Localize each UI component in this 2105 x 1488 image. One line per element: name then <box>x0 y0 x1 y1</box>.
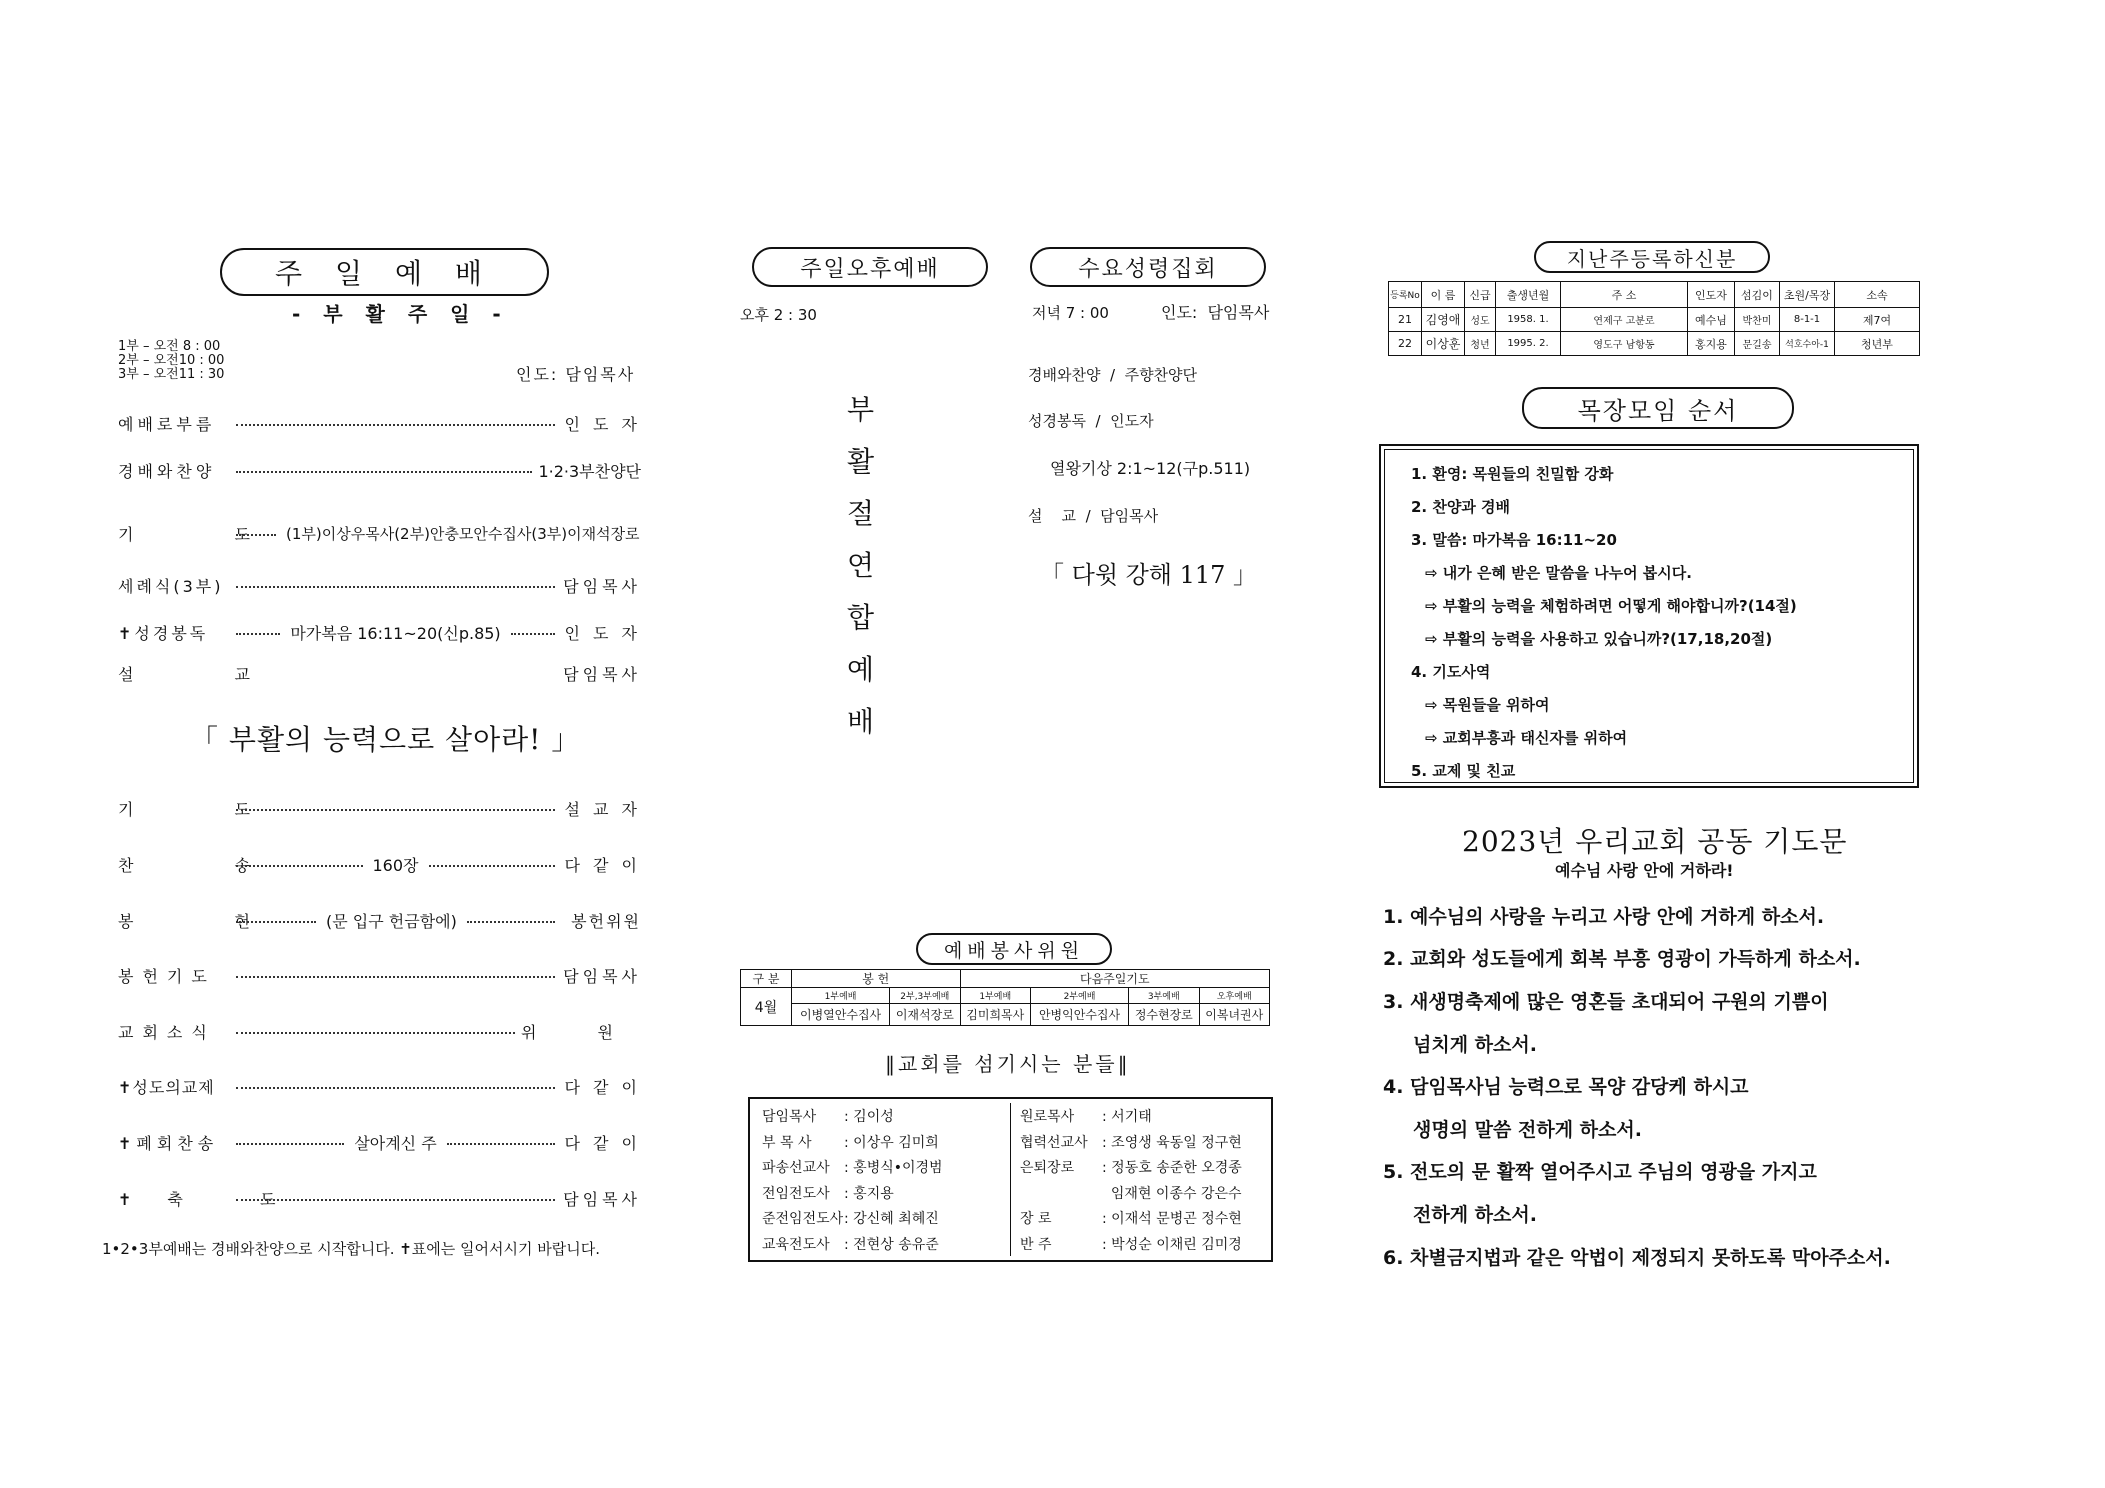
order-label: ✝폐회찬송 <box>118 1133 219 1153</box>
order-row-offering-prayer <box>118 961 641 989</box>
order-label: ✝성경봉독 <box>118 623 209 643</box>
header-cell: 신급 <box>1465 282 1496 308</box>
cell: 정수현장로 <box>1129 1004 1199 1026</box>
service-time-2: 2부 – 오전10 : 00 <box>118 353 225 368</box>
order-row-prayer2 <box>118 794 641 822</box>
order-label: 경배와찬양 <box>118 461 216 481</box>
order-middle: (문 입구 헌금함에) <box>326 911 457 931</box>
order-right: 다 같 이 <box>564 855 641 875</box>
staff-row: 원로목사 : 서기태 <box>1020 1109 1152 1125</box>
list-item: ⇨ 목원들을 위하여 <box>1425 696 1550 714</box>
staff-row: 교육전도사 : 전현상 송유준 <box>762 1236 939 1253</box>
list-item: ⇨ 부활의 능력을 사용하고 있습니까?(17,18,20절) <box>1425 630 1773 648</box>
sunday-worship-subtitle: - 부 활 주 일 - <box>292 302 509 326</box>
wednesday-leader: 인도: 담임목사 <box>1161 303 1270 322</box>
prayer-line-6: 6. 차별금지법과 같은 악법이 제정되지 못하도록 막아주소서. <box>1383 1247 1891 1269</box>
wednesday-item-3: 열왕기상 2:1~12(구p.511) <box>1050 459 1251 478</box>
order-row-benediction <box>118 1184 641 1212</box>
wednesday-item-4: 설 교 / 담임목사 <box>1028 507 1159 525</box>
cell: 3부예배 <box>1129 988 1199 1004</box>
month-cell: 4월 <box>741 988 792 1026</box>
cell: 이재석장로 <box>890 1004 960 1026</box>
cell: 이복녀권사 <box>1199 1004 1269 1026</box>
cell: 봉 헌 <box>792 970 961 988</box>
staff-row: 장 로 : 이재석 문병곤 정수현 <box>1020 1211 1242 1227</box>
prayer-line-5b: 전하게 하소서. <box>1413 1204 1537 1226</box>
vertical-char: 연 <box>847 549 875 582</box>
cell-meeting-box <box>1379 444 1919 788</box>
order-label: 설 교 <box>118 664 298 684</box>
order-row-news <box>118 1017 641 1045</box>
header-cell: 출생년월 <box>1496 282 1561 308</box>
order-label: 기 도 <box>118 524 298 544</box>
order-row-offering <box>118 906 641 934</box>
list-item: ⇨ 교회부흥과 태신자를 위하여 <box>1425 729 1628 747</box>
order-right: 인 도 자 <box>564 623 642 643</box>
newcomers-table <box>1388 281 1920 356</box>
list-item: ⇨ 내가 은혜 받은 말씀을 나누어 봅시다. <box>1425 564 1692 582</box>
staff-row: 은퇴장로 : 정동호 송준한 오경종 <box>1020 1160 1242 1176</box>
wednesday-item-2: 성경봉독 / 인도자 <box>1028 412 1154 430</box>
cell: 김미희목사 <box>960 1004 1030 1026</box>
newcomers-title-text: 지난주등록하신분 <box>1566 246 1738 271</box>
sunday-worship-title <box>220 248 549 296</box>
vertical-char: 합 <box>847 601 875 634</box>
order-middle: (1부)이상우목사(2부)안충모안수집사(3부)이재석장로 <box>286 524 640 543</box>
header-cell: 이 름 <box>1422 282 1465 308</box>
sunday-sermon-title: 「 부활의 능력으로 살아라! 」 <box>190 723 581 756</box>
order-row-hymn <box>118 850 641 878</box>
list-item: ⇨ 부활의 능력을 체험하려면 어떻게 해야합니까?(14절) <box>1425 597 1797 615</box>
prayer-line-3: 3. 새생명축제에 많은 영혼들 초대되어 구원의 기쁨이 <box>1383 991 1829 1013</box>
sunday-leader: 인도: 담임목사 <box>516 365 636 384</box>
vertical-char: 활 <box>847 445 875 478</box>
cell-meeting-list <box>1411 458 1797 788</box>
header-cell: 등록No <box>1389 282 1422 308</box>
header-cell: 주 소 <box>1561 282 1688 308</box>
afternoon-vertical-title <box>847 388 874 740</box>
service-committee-title-text: 예배봉사위원 <box>943 939 1085 962</box>
cell: 구 분 <box>741 970 792 988</box>
cell: 1부예배 <box>960 988 1030 1004</box>
table-row: 21 김영애 성도 1958. 1. 연제구 고분로 예수님 박찬미 8-1-1 제7여 <box>1389 308 1920 332</box>
order-right: 담임목사 <box>563 1189 641 1209</box>
prayer-subtitle: 예수님 사랑 안에 거하라! <box>1555 861 1734 880</box>
order-row-scripture <box>118 618 641 646</box>
order-label: 예배로부름 <box>118 414 216 434</box>
staff-row: 임재현 이종수 강은수 <box>1110 1185 1242 1202</box>
prayer-line-3b: 넘치게 하소서. <box>1413 1034 1537 1056</box>
afternoon-worship-title <box>752 247 988 287</box>
header-cell: 초원/목장 <box>1780 282 1835 308</box>
wednesday-title-text: 수요성령집회 <box>1078 256 1218 282</box>
prayer-title: 2023년 우리교회 공동 기도문 <box>1462 825 1848 858</box>
prayer-line-4b: 생명의 말씀 전하게 하소서. <box>1413 1119 1642 1141</box>
wednesday-sermon-title: 「 다윗 강해 117 」 <box>1040 561 1258 589</box>
order-right: 인 도 자 <box>564 414 641 434</box>
staff-box <box>748 1097 1273 1262</box>
order-row-fellowship <box>118 1072 641 1100</box>
vertical-char: 예 <box>847 653 875 686</box>
order-label: 기 도 <box>118 799 298 819</box>
cell: 1부예배 <box>792 988 890 1004</box>
list-item: 1. 환영: 목원들의 친밀함 강화 <box>1411 465 1614 483</box>
order-label: 교회소식 <box>118 1022 216 1042</box>
staff-row: 협력선교사 : 조영생 육동일 정구현 <box>1020 1134 1242 1151</box>
order-label: ✝축 도 <box>118 1189 312 1209</box>
header-cell: 인도자 <box>1688 282 1735 308</box>
wednesday-item-1: 경배와찬양 / 주향찬양단 <box>1028 366 1198 384</box>
order-label: 봉 헌 <box>118 911 298 931</box>
order-row-baptism <box>118 571 641 599</box>
order-label: ✝성도의교제 <box>118 1077 215 1097</box>
prayer-line-5: 5. 전도의 문 활짝 열어주시고 주님의 영광을 가지고 <box>1383 1161 1817 1183</box>
table-row: 22 이상훈 청년 1995. 2. 영도구 남항동 홍지용 문길송 석호수아-1 청년부 <box>1389 332 1920 356</box>
staff-row: 파송선교사 : 홍병식•이경범 <box>762 1160 943 1176</box>
afternoon-time: 오후 2 : 30 <box>740 306 817 324</box>
prayer-line-4: 4. 담임목사님 능력으로 목양 감당케 하시고 <box>1383 1076 1749 1098</box>
order-middle: 마가복음 16:11~20(신p.85) <box>290 623 501 643</box>
order-row-sermon <box>118 659 641 687</box>
service-time-3: 3부 – 오전11 : 30 <box>118 367 225 382</box>
order-row-praise <box>118 456 641 484</box>
sunday-worship-title-text: 주 일 예 배 <box>275 257 494 290</box>
cell: 오후예배 <box>1199 988 1269 1004</box>
list-item: 4. 기도사역 <box>1411 663 1491 681</box>
prayer-line-2: 2. 교회와 성도들에게 회복 부흥 영광이 가득하게 하소서. <box>1383 948 1861 970</box>
prayer-line-1: 1. 예수님의 사랑을 누리고 사랑 안에 거하게 하소서. <box>1383 906 1825 928</box>
cell: 다음주일기도 <box>960 970 1269 988</box>
staff-row: 담임목사 : 김이성 <box>762 1109 894 1125</box>
service-times <box>118 340 224 382</box>
staff-title: ‖교회를 섬기시는 분들‖ <box>885 1052 1131 1076</box>
vertical-char: 부 <box>847 393 875 426</box>
afternoon-worship-title-text: 주일오후예배 <box>800 256 940 282</box>
order-row-prayer <box>118 519 641 547</box>
order-right: 봉헌위원 <box>571 911 641 931</box>
staff-row: 준전임전도사: 강신혜 최혜진 <box>762 1211 939 1227</box>
list-item: 2. 찬양과 경배 <box>1411 498 1511 516</box>
order-right: 다 같 이 <box>564 1133 641 1153</box>
staff-row: 반 주 : 박성순 이채린 김미경 <box>1020 1236 1242 1253</box>
wednesday-title <box>1030 247 1266 287</box>
cell-meeting-title-text: 목장모임 순서 <box>1577 396 1739 425</box>
vertical-char: 절 <box>847 497 875 530</box>
cell: 2부,3부예배 <box>890 988 960 1004</box>
order-middle: 160장 <box>372 855 419 875</box>
order-row-call <box>118 409 641 437</box>
vertical-char: 배 <box>847 705 875 738</box>
order-middle: 살아계신 주 <box>354 1133 437 1153</box>
list-item: 3. 말씀: 마가복음 16:11~20 <box>1411 531 1617 549</box>
order-label: 찬 송 <box>118 855 298 875</box>
staff-row: 전임전도사 : 홍지용 <box>762 1185 894 1202</box>
order-right: 위 원 <box>521 1022 641 1042</box>
sunday-footnote: 1•2•3부예배는 경배와찬양으로 시작합니다. ✝표에는 일어서시기 바랍니다. <box>102 1240 600 1258</box>
cell: 2부예배 <box>1030 988 1128 1004</box>
order-right: 다 같 이 <box>564 1077 641 1097</box>
service-time-1: 1부 – 오전 8 : 00 <box>118 339 221 354</box>
staff-row: 부 목 사 : 이상우 김미희 <box>762 1134 939 1151</box>
order-right: 담임목사 <box>563 966 641 986</box>
service-committee-title <box>916 933 1112 965</box>
order-right: 1·2·3부찬양단 <box>538 461 641 481</box>
header-cell: 섬김이 <box>1735 282 1780 308</box>
list-item: 5. 교제 및 친교 <box>1411 762 1516 780</box>
order-row-closing-hymn <box>118 1128 641 1156</box>
header-cell: 소속 <box>1835 282 1920 308</box>
order-label: 세례식(3부) <box>118 576 224 596</box>
cell-meeting-title <box>1522 387 1794 429</box>
order-label: 봉헌기도 <box>118 966 216 986</box>
staff-left-list <box>762 1105 943 1258</box>
staff-right-list <box>1020 1105 1242 1258</box>
service-committee-table <box>740 969 1270 1026</box>
order-right: 담임목사 <box>563 576 641 596</box>
wednesday-time: 저녁 7 : 00 <box>1032 304 1109 322</box>
order-right: 설 교 자 <box>564 799 641 819</box>
newcomers-title <box>1534 241 1770 273</box>
order-right: 담임목사 <box>563 664 641 684</box>
cell: 안병익안수집사 <box>1030 1004 1128 1026</box>
cell: 이병열안수집사 <box>792 1004 890 1026</box>
